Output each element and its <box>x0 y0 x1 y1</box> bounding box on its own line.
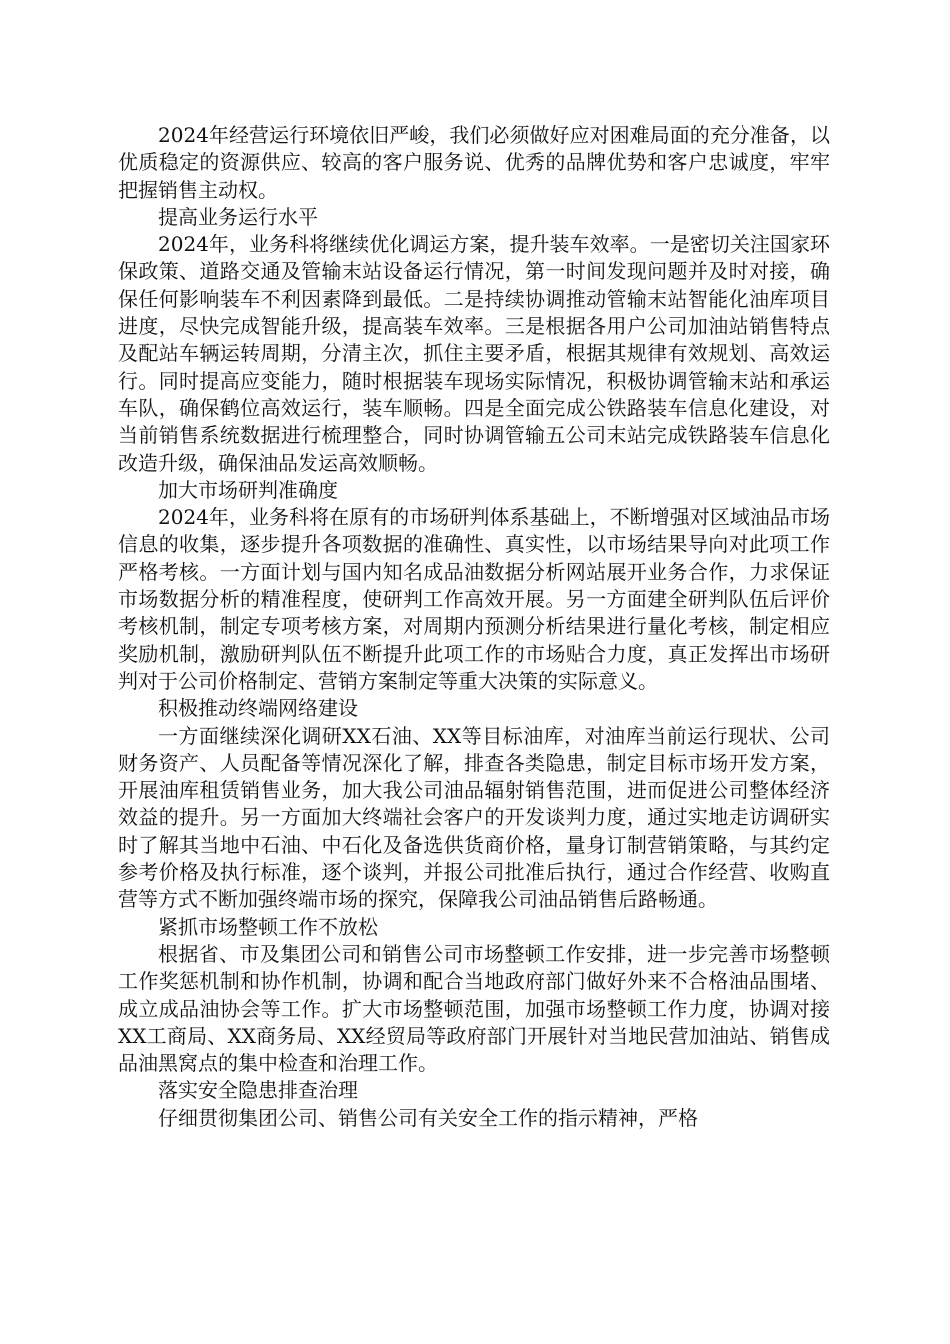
section-heading: 积极推动终端网络建设 <box>158 696 358 721</box>
section-heading: 落实安全隐患排查治理 <box>158 1078 358 1103</box>
section-heading: 紧抓市场整顿工作不放松 <box>158 914 378 939</box>
document-body <box>118 122 830 1132</box>
body-paragraph: 2024年经营运行环境依旧严峻，我们必须做好应对困难局面的充分准备，以优质稳定的资源供应、较高的客户服务说、优秀的品牌优势和客户忠诚度，牢牢把握销售主动权。 <box>118 123 830 202</box>
body-paragraph: 一方面继续深化调研XX石油、XX等目标油库，对油库当前运行现状、公司财务资产、人员配备等情况深化了解，排查各类隐患，制定目标市场开发方案，开展油库租赁销售业务，加大我公司油品辐射销售范围，进而促进公司整体经济效益的提升。另一方面加大终端社会客户的开发谈判力度，通过实地走访调研实时了解其当地中石油、中石化及备选供货商价格，量身订制营销策略，与其约定参考价格及执行标准，逐个谈判，并报公司批准后执行，通过合作经营、收购直营等方式不断加强终端市场的探究，保障我公司油品销售后路畅通。 <box>118 723 830 912</box>
body-paragraph: 2024年，业务科将继续优化调运方案，提升装车效率。一是密切关注国家环保政策、道路交通及管输末站设备运行情况，第一时间发现问题并及时对接，确保任何影响装车不利因素降到最低。二是持续协调推动管输末站智能化油库项目进度，尽快完成智能升级，提高装车效率。三是根据各用户公司加油站销售特点及配站车辆运转周期，分清主次，抓住主要矛盾，根据其规律有效规划、高效运行。同时提高应变能力，随时根据装车现场实际情况，积极协调管输末站和承运车队，确保鹤位高效运行，装车顺畅。四是全面完成公铁路装车信息化建设，对当前销售系统数据进行梳理整合，同时协调管输五公司末站完成铁路装车信息化改造升级，确保油品发运高效顺畅。 <box>118 232 830 475</box>
body-paragraph: 2024年，业务科将在原有的市场研判体系基础上，不断增强对区域油品市场信息的收集，逐步提升各项数据的准确性、真实性，以市场结果导向对此项工作严格考核。一方面计划与国内知名成品油数据分析网站展开业务合作，力求保证市场数据分析的精准程度，使研判工作高效开展。另一方面建全研判队伍后评价考核机制，制定专项考核方案，对周期内预测分析结果进行量化考核，制定相应奖励机制，激励研判队伍不断提升此项工作的市场贴合力度，真正发挥出市场研判对于公司价格制定、营销方案制定等重大决策的实际意义。 <box>118 505 830 693</box>
body-paragraph: 根据省、市及集团公司和销售公司市场整顿工作安排，进一步完善市场整顿工作奖惩机制和协作机制，协调和配合当地政府部门做好外来不合格油品围堵、成立成品油协会等工作。扩大市场整顿范围，加强市场整顿工作力度，协调对接XX工商局、XX商务局、XX经贸局等政府部门开展针对当地民营加油站、销售成品油黑窝点的集中检查和治理工作。 <box>118 941 830 1076</box>
section-heading: 加大市场研判准确度 <box>158 477 338 502</box>
section-heading: 提高业务运行水平 <box>158 204 318 229</box>
body-paragraph: 仔细贯彻集团公司、销售公司有关安全工作的指示精神，严格 <box>158 1105 698 1130</box>
